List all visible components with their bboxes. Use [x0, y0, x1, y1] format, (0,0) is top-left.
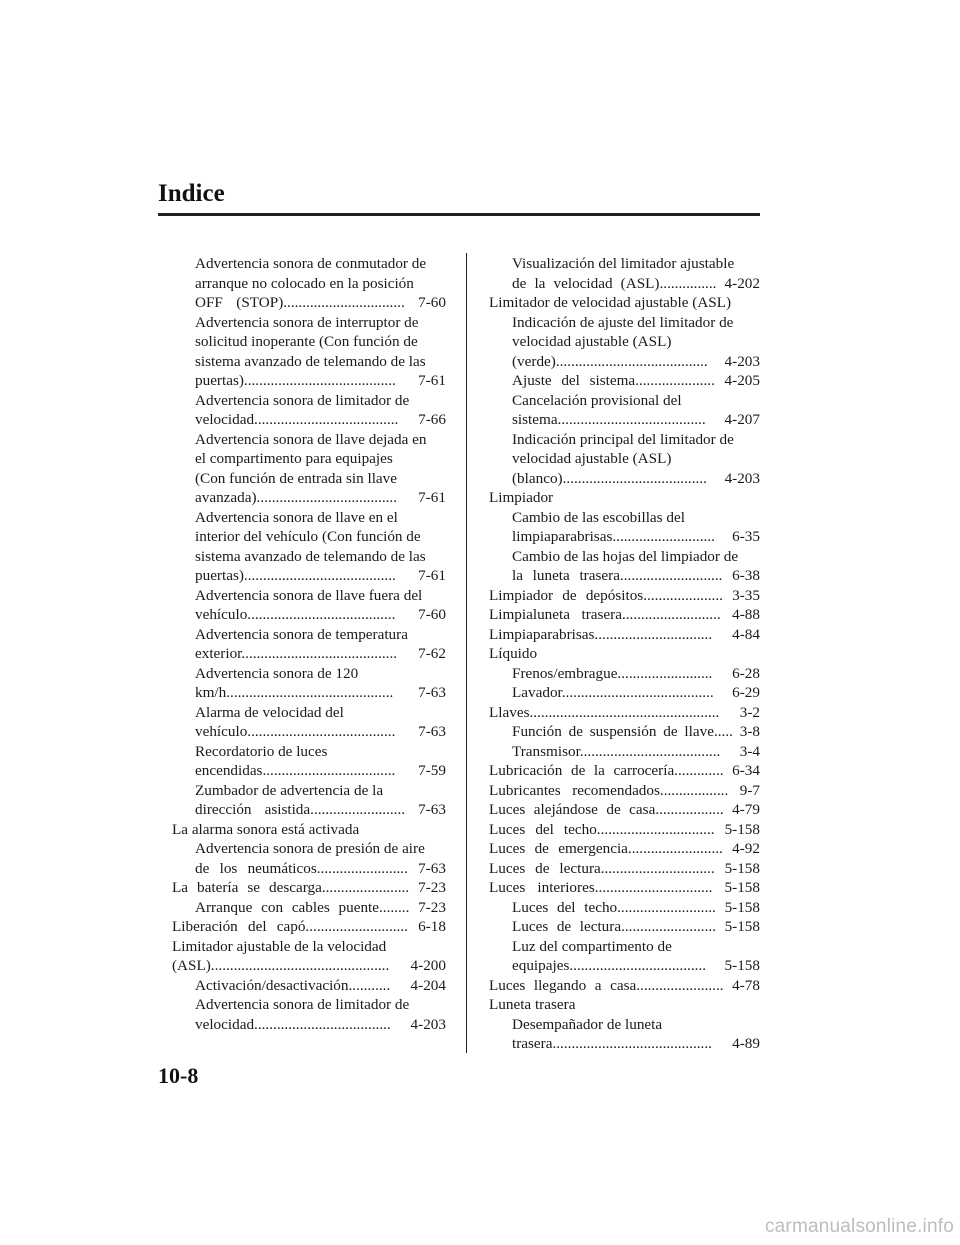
index-entry: Zumbador de advertencia de la — [195, 781, 384, 799]
index-entry: sistema....................................... 4-207 — [512, 411, 760, 428]
index-entry: La batería se descarga....................... 7-23 — [172, 879, 446, 896]
index-entry: Advertencia sonora de 120 — [195, 664, 359, 682]
index-entry: equipajes.................................... 5-158 — [512, 957, 760, 974]
index-entry: Indicación principal del limitador de — [512, 430, 734, 448]
index-entry: velocidad ajustable (ASL) — [512, 450, 672, 467]
index-entry: Luces del techo.......................... 5-158 — [512, 898, 760, 916]
index-entry: interior del vehículo (Con función de — [195, 528, 421, 545]
index-entry: Limpiaparabrisas............................... 4-84 — [489, 625, 760, 643]
index-entry: Advertencia sonora de llave en el — [195, 508, 398, 526]
index-entry: velocidad.................................... 4-203 — [195, 1015, 446, 1033]
index-entry: Limitador ajustable de la velocidad — [172, 937, 387, 955]
index-entry: Luces alejándose de casa.................. 4-79 — [489, 801, 760, 818]
index-entry: de la velocidad (ASL)............... 4-202 — [512, 274, 760, 292]
index-entry: Advertencia sonora de limitador de — [195, 996, 410, 1013]
index-entry: (blanco)...................................... 4-203 — [512, 469, 760, 487]
index-entry: Advertencia sonora de limitador de — [195, 391, 410, 409]
index-entry: Advertencia sonora de llave fuera del — [195, 586, 423, 604]
index-entry: sistema avanzado de telemando de las — [195, 352, 426, 370]
index-entry: Alarma de velocidad del — [195, 703, 344, 721]
index-column-right — [489, 254, 760, 1054]
index-entry: La alarma sonora está activada — [172, 820, 360, 838]
index-entry: Cambio de las escobillas del — [512, 508, 685, 526]
index-entry: vehículo....................................... 7-60 — [195, 606, 446, 623]
watermark: carmanualsonline.info — [764, 1216, 954, 1237]
index-entry: (ASL)............................................... 4-200 — [172, 957, 446, 974]
index-entry: Liberación del capó........................... 6-18 — [172, 918, 446, 935]
index-entry: Desempañador de luneta — [512, 1015, 663, 1033]
index-column-left — [172, 254, 446, 1034]
column-divider — [466, 253, 467, 1053]
index-entry: arranque no colocado en la posición — [195, 274, 414, 292]
index-entry: limpiaparabrisas........................... 6-35 — [512, 528, 760, 545]
index-entry: el compartimento para equipajes — [195, 450, 393, 467]
index-entry: Advertencia sonora de conmutador de — [195, 255, 427, 272]
index-entry: Activación/desactivación........... 4-204 — [195, 976, 446, 994]
index-entry: Frenos/embrague......................... 6-28 — [512, 664, 760, 682]
index-entry: Recordatorio de luces — [195, 742, 328, 760]
index-entry: velocidad...................................... 7-66 — [195, 411, 446, 428]
index-entry: Ajuste del sistema..................... 4-205 — [512, 372, 760, 389]
index-entry: Luces de lectura......................... 5-158 — [512, 918, 760, 935]
index-entry: Advertencia sonora de llave dejada en — [195, 430, 427, 448]
index-entry: (verde)........................................ 4-203 — [512, 352, 760, 370]
index-entry: Líquido — [489, 645, 538, 662]
index-entry: Limitador de velocidad ajustable (ASL) — [489, 294, 732, 311]
index-entry: Función de suspensión de llave..... 3-8 — [512, 723, 760, 740]
index-entry: vehículo....................................... 7-63 — [195, 723, 446, 740]
index-entry: Lavador........................................ 6-29 — [512, 684, 760, 701]
index-entry: Advertencia sonora de temperatura — [195, 625, 408, 643]
index-entry: Luces de emergencia......................... 4-92 — [489, 840, 760, 857]
index-entry: Limpiador — [489, 489, 554, 506]
index-entry: de los neumáticos........................ 7-63 — [195, 859, 446, 877]
index-entry: Indicación de ajuste del limitador de — [512, 313, 734, 331]
index-entry: Visualización del limitador ajustable — [512, 255, 735, 272]
title-rule — [158, 213, 760, 216]
index-entry: Cambio de las hojas del limpiador de — [512, 547, 739, 565]
index-entry: sistema avanzado de telemando de las — [195, 547, 426, 565]
index-entry: Cancelación provisional del — [512, 391, 682, 409]
index-entry: encendidas................................... 7-59 — [195, 762, 446, 779]
index-entry: Limpialuneta trasera.......................... 4-88 — [489, 606, 760, 623]
index-entry: puertas)........................................ 7-61 — [195, 567, 446, 584]
index-entry: trasera.......................................... 4-89 — [512, 1035, 760, 1052]
index-entry: avanzada)..................................... 7-61 — [195, 489, 446, 506]
index-entry: la luneta trasera........................... 6-38 — [512, 567, 760, 584]
index-entry: OFF (STOP)................................ 7-60 — [195, 294, 446, 311]
index-entry: Luces de lectura.............................. 5-158 — [489, 859, 760, 877]
index-entry: dirección asistida......................... 7-63 — [195, 801, 446, 818]
index-entry: Lubricantes recomendados.................. 9-7 — [489, 781, 760, 799]
index-entry: solicitud inoperante (Con función de — [195, 333, 418, 350]
index-entry: (Con función de entrada sin llave — [195, 469, 398, 487]
index-entry: Luces del techo............................... 5-158 — [489, 820, 760, 838]
index-entry: Arranque con cables puente........ 7-23 — [195, 898, 446, 916]
index-entry: Advertencia sonora de interruptor de — [195, 313, 419, 331]
index-entry: Limpiador de depósitos..................... 3-35 — [489, 586, 760, 604]
page-title: Indice — [158, 180, 225, 207]
index-entry: Transmisor..................................... 3-4 — [512, 742, 760, 760]
index-entry: Advertencia sonora de presión de aire — [195, 840, 425, 857]
index-entry: km/h............................................ 7-63 — [195, 684, 446, 701]
index-entry: velocidad ajustable (ASL) — [512, 333, 672, 350]
page-number: 10-8 — [158, 1063, 199, 1088]
index-entry: Lubricación de la carrocería............. 6-34 — [489, 762, 760, 779]
index-entry: Llaves.................................................. 3-2 — [489, 703, 760, 721]
index-entry: puertas)........................................ 7-61 — [195, 372, 446, 389]
index-entry: Luces interiores............................... 5-158 — [489, 879, 760, 896]
index-entry: exterior......................................... 7-62 — [195, 645, 446, 662]
index-entry: Luneta trasera — [489, 996, 576, 1013]
index-entry: Luz del compartimento de — [512, 937, 672, 955]
index-entry: Luces llegando a casa....................... 4-78 — [489, 976, 760, 994]
